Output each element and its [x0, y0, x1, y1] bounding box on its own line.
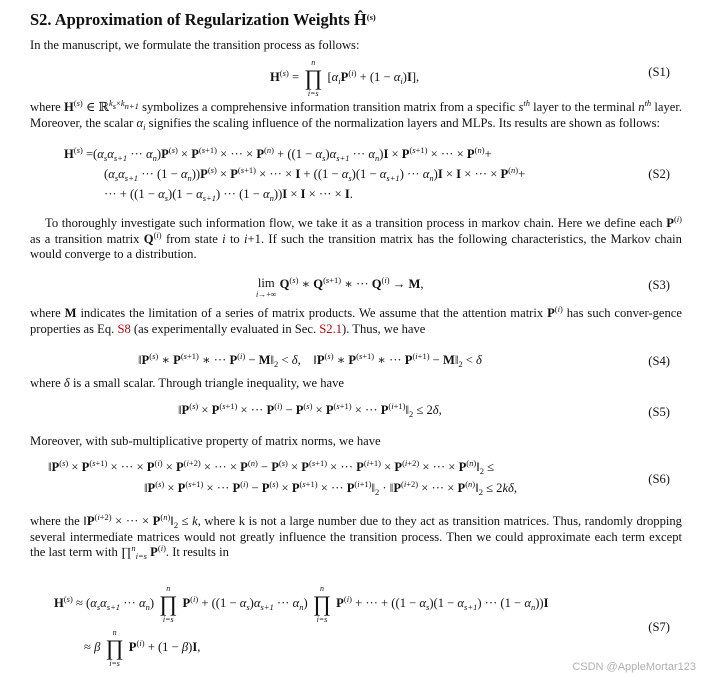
- watermark: CSDN @AppleMortar123: [572, 661, 696, 673]
- equation-s2-line1: $H^{(s)} =(\alpha_s\alpha_{s+1}$ ··· $\alpha_n)P^{(s)} \times P^{(s+1)}$ × ··· × $P^{(n)} + ((1 - \alpha_s)\alpha_{s+1}$ ··· $\alpha_n)I \times P^{(s+1)}$ × ··· × $P^{(n)}+$: [64, 145, 492, 163]
- equation-number-s5: (S5): [648, 405, 670, 419]
- paragraph-triangle: where δ is a small scalar. Through triangle inequality, we have: [30, 376, 344, 390]
- paragraph-definition: where $H^{(s)}$ ∈ ℝ$^{k_s\times k_{n+1}}$ symbolizes a comprehensive information transition matrix from a specific $s^{th}$ layer to the terminal $n^{th}$ layer. Moreover, the scalar $\alpha_i$ signifies the scaling influence of the normalization layers and MLPs. Its results are shown as follows:: [30, 98, 683, 132]
- equation-number-s1: (S1): [648, 65, 670, 79]
- ref-eq-s8[interactable]: S8: [117, 321, 131, 336]
- equation-s3: lim $^{i\to+\infty}$ $Q^{(s)}$ ∗ $Q^{(s+1)}$ ∗ ··· $Q^{(i)} \to M$,: [256, 275, 424, 299]
- equation-s6-line2: $‖P^{(s)} \times P^{(s+1)}$ × ··· $P^{(i)} - P^{(s)} \times P^{(s+1)}$ × ··· $P^{(i+1)}‖_2$ · $‖P^{(i+2)}$ × ··· × $P^{(n)}‖_2 \le 2k\delta$,: [144, 479, 518, 497]
- section-title: S2. Approximation of Regularization Weights $Ĥ^{(s)}$: [30, 10, 376, 29]
- equation-s7-line2: ≈ β n ∏ i=s $P^{(i)} + (1 - \beta)I$,: [84, 628, 201, 668]
- equation-s2-line2: ($\alpha_s\alpha_{s+1}$ ··· $(1 - \alpha_n))P^{(s)} \times P^{(s+1)}$ × ··· × $I + ((1 - \alpha_s)(1 - \alpha_{s+1})$ ··· $\alpha_n)I \times I$ × ··· × $P^{(n)}+$: [104, 165, 526, 183]
- equation-s2-line3: ··· + ($(1 - \alpha_s)(1 - \alpha_{s+1})$ ··· $(1 - \alpha_n))I \times I$ × ··· × I.: [104, 187, 353, 203]
- paragraph-approximation: where the $‖P^{(i+2)}$ × ··· × $P^{(n)}‖_2 \le k$, where k is not a large number due to they act as transition matrices. Thus, randomly dropping several intermediate matrices would not greatly influence the transition process. Then we could approximate each term except the last term with ∏$^n_{i=s}$ $P^{(i)}$. It results in: [30, 512, 682, 562]
- equation-s1: $H^{(s)}$ = n ∏ i=s $[\alpha_iP^{(i)} + (1 - \alpha_i)I]$,: [270, 58, 420, 98]
- paragraph-assumption: where M indicates the limitation of a series of matrix products. We assume that the attention matrix $P^{(i)}$ has such conver-gence properties as Eq. S8 (as experimentally evaluated in Sec. S2.1). Thus, we have: [30, 304, 682, 336]
- equation-number-s7: (S7): [648, 620, 670, 634]
- equation-number-s6: (S6): [648, 472, 670, 486]
- paragraph-markov: To thoroughly investigate such information flow, we take it as a transition process in markov chain. Here we define each $P^{(i)}$ as a transition matrix $Q^{(i)}$ from state i to i+1. If such the transition matrix has the following characteristics, the Markov chain would converge to a distribution.: [30, 214, 682, 262]
- ref-sec-s2-1[interactable]: S2.1: [319, 321, 343, 336]
- paragraph-submultiplicative: Moreover, with sub-multiplicative property of matrix norms, we have: [30, 434, 381, 448]
- equation-s4: $‖P^{(s)}$ ∗ $P^{(s+1)}$ ∗ ··· $P^{(i)}$ − $M‖_2 < \delta$, $‖P^{(s)}$ ∗ $P^{(s+1)}$ ∗ ··· $P^{(i+1)}$ − $M‖_2 < \delta$: [138, 351, 482, 369]
- equation-s7-line1: $H^{(s)} \approx (\alpha_s\alpha_{s+1}$ ··· $\alpha_n$) n ∏ i=s $P^{(i)} + ((1 - \alpha_s)\alpha_{s+1}$ ··· $\alpha_n$) n ∏ i=s $P^{(i)}$ + ··· + ($(1 - \alpha_s)(1 - \alpha_{s+1})$ ··· $(1 - \alpha_n))I$: [54, 584, 549, 624]
- equation-s5: $‖P^{(s)} \times P^{(s+1)}$ × ··· $P^{(i)} - P^{(s)} \times P^{(s+1)}$ × ··· $P^{(i+1)}‖_2 \le 2\delta$,: [178, 401, 442, 419]
- equation-number-s2: (S2): [648, 167, 670, 181]
- equation-number-s4: (S4): [648, 354, 670, 368]
- equation-number-s3: (S3): [648, 278, 670, 292]
- equation-s6-line1: $‖P^{(s)} \times P^{(s+1)}$ × ··· × $P^{(i)} \times P^{(i+2)}$ × ··· × $P^{(n)} - P^{(s)} \times P^{(s+1)}$ × ··· $P^{(i+1)} \times P^{(i+2)}$ × ··· × $P^{(n)}‖_2$ ≤: [48, 458, 495, 476]
- paragraph-intro: In the manuscript, we formulate the transition process as follows:: [30, 38, 360, 52]
